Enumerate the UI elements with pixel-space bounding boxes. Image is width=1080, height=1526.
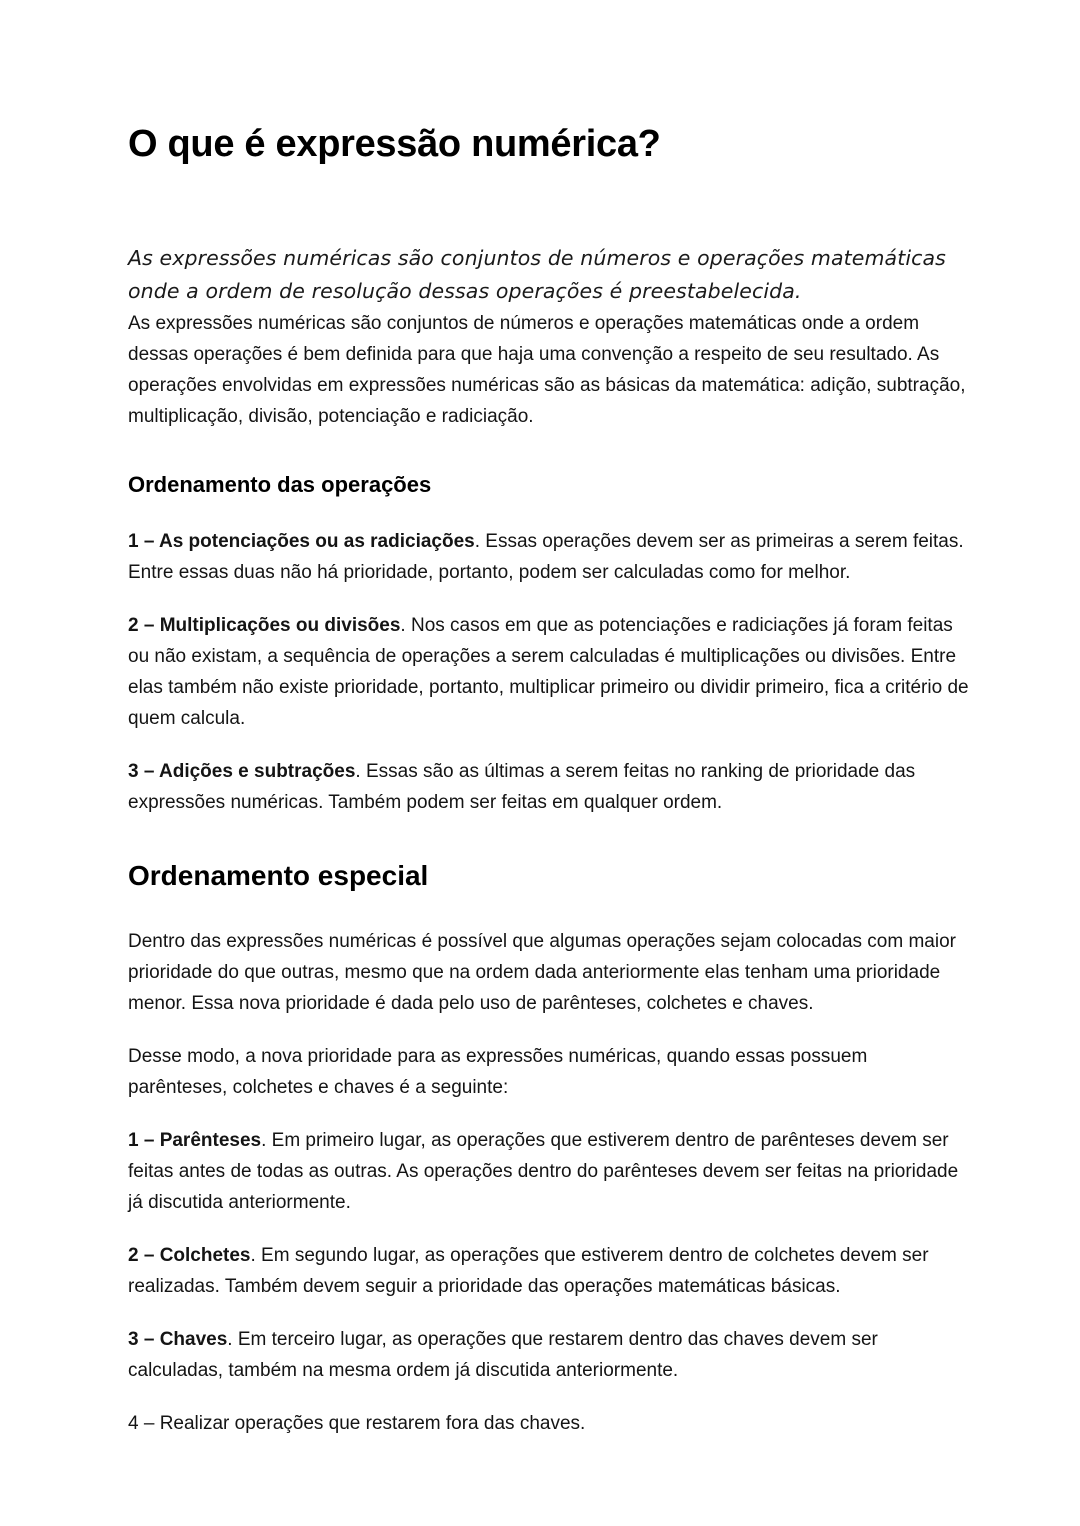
list-item-body: 4 – Realizar operações que restarem fora das chaves. — [128, 1412, 586, 1434]
list-item-lead-in: 2 – Multiplicações ou divisões — [128, 614, 401, 636]
list-item-lead-in: 2 – Colchetes — [128, 1244, 251, 1266]
list-item-body: . Em primeiro lugar, as operações que estiverem dentro de parênteses devem ser feitas antes de todas as outras. As operações dentro do parênteses devem ser feitas na prioridade já discutida anteriormente. — [128, 1129, 959, 1213]
list-item — [128, 1240, 970, 1302]
lede-paragraph: As expressões numéricas são conjuntos de números e operações matemáticas onde a ordem de resolução dessas operações é preestabelecida. — [128, 245, 946, 303]
list-item-lead-in: 3 – Chaves — [128, 1328, 228, 1350]
list-item — [128, 1125, 970, 1218]
section-paragraph: Desse modo, a nova prioridade para as expressões numéricas, quando essas possuem parênteses, colchetes e chaves é a seguinte: — [128, 1045, 868, 1098]
list-item-body: . Essas operações devem ser as primeiras a serem feitas. Entre essas duas não há prioridade, portanto, podem ser calculadas como for melhor. — [128, 530, 964, 583]
list-item-lead-in: 3 – Adições e subtrações — [128, 760, 356, 782]
list-item-body: . Nos casos em que as potenciações e radiciações já foram feitas ou não existam, a sequência de operações a serem calculadas é multiplicações ou divisões. Entre elas também não existe prioridade, portanto, multiplicar primeiro ou dividir primeiro, fica a critério de quem calcula. — [128, 614, 969, 729]
document-content — [128, 0, 970, 1439]
page-title: O que é expressão numérica? — [128, 123, 661, 165]
section-paragraph: Dentro das expressões numéricas é possível que algumas operações sejam colocadas com maior prioridade do que outras, mesmo que na ordem dada anteriormente elas tenham uma prioridade menor. Essa nova prioridade é dada pelo uso de parênteses, colchetes e chaves. — [128, 930, 956, 1014]
section-heading-ordenamento-especial: Ordenamento especial — [128, 859, 429, 891]
section-heading-ordenamento-das-operacoes: Ordenamento das operações — [128, 471, 432, 497]
list-item — [128, 756, 970, 818]
list-item — [128, 1408, 970, 1439]
list-item — [128, 610, 970, 734]
list-item-body: . Em segundo lugar, as operações que estiverem dentro de colchetes devem ser realizadas. Também devem seguir a prioridade das operações matemáticas básicas. — [128, 1244, 929, 1297]
intro-paragraph: As expressões numéricas são conjuntos de números e operações matemáticas onde a ordem dessas operações é bem definida para que haja uma convenção a respeito de seu resultado. As operações envolvidas em expressões numéricas são as básicas da matemática: adição, subtração, multiplicação, divisão, potenciação e radiciação. — [128, 312, 966, 427]
list-item-body: . Essas são as últimas a serem feitas no ranking de prioridade das expressões numéricas. Também podem ser feitas em qualquer ordem. — [128, 760, 916, 813]
list-item — [128, 526, 970, 588]
list-item — [128, 1324, 970, 1386]
list-item-lead-in: 1 – Parênteses — [128, 1129, 262, 1151]
list-item-lead-in: 1 – As potenciações ou as radiciações — [128, 530, 475, 552]
list-item-body: . Em terceiro lugar, as operações que restarem dentro das chaves devem ser calculadas, também na mesma ordem já discutida anteriormente. — [128, 1328, 878, 1381]
